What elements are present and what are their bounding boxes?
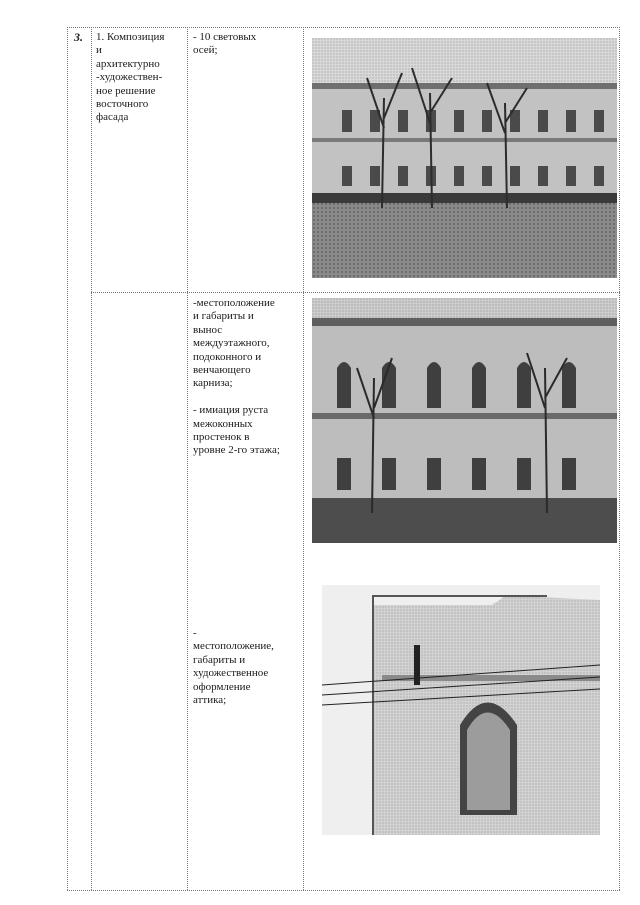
- element-description: 1. Композиция и архитектурно -художествен- ное решение восточного фасада: [96, 31, 165, 124]
- table-border-top: [67, 27, 620, 28]
- cornice-detail-image: [312, 298, 617, 543]
- building-facade-image: [312, 38, 617, 278]
- feature-item-1: - 10 световых осей;: [193, 31, 257, 57]
- row-number: 3.: [74, 30, 83, 44]
- row-divider: [91, 292, 620, 293]
- table-border-bottom: [67, 890, 620, 891]
- east-facade-photo: [312, 38, 617, 278]
- feature-item-2: -местоположение и габариты и вынос междуэтажного, подоконного и венчающего карниза; - имиация руста межоконных простенок в уровне 2-го этажа;: [193, 297, 280, 457]
- table-border-left: [67, 27, 68, 890]
- column-divider-2: [187, 27, 188, 890]
- feature-item-3: - местоположение, габариты и художественное оформление аттика;: [193, 627, 274, 707]
- column-divider-1: [91, 27, 92, 890]
- attic-detail-photo: [322, 585, 600, 835]
- attic-image: [322, 585, 600, 835]
- facade-cornice-photo: [312, 298, 617, 543]
- table-border-right: [619, 27, 620, 890]
- column-divider-3: [303, 27, 304, 890]
